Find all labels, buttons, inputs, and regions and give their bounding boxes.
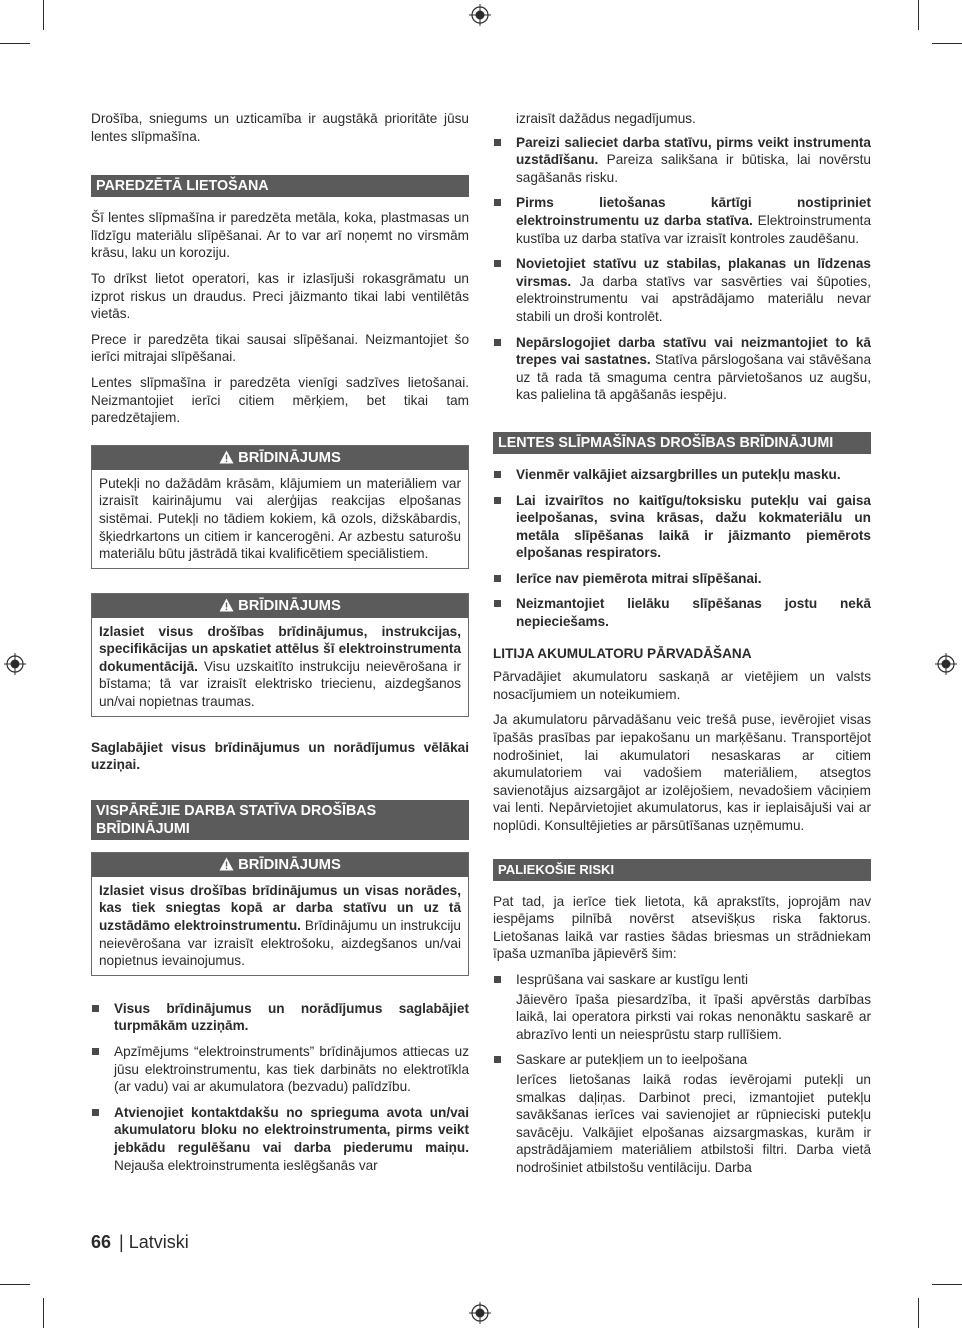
- language-label: | Latviski: [119, 1232, 189, 1252]
- list-item-bold: Pareizi salieciet darba statīvu, pirms veikt instrumenta uzstādīšanu.: [516, 134, 871, 168]
- risk-heading: Iesprūšana vai saskare ar kustīgu lenti: [516, 971, 748, 987]
- warning-title: BRĪDINĀJUMS: [238, 449, 341, 466]
- list-item: [493, 570, 871, 588]
- page-footer: [91, 1231, 189, 1253]
- square-bullet-icon: [494, 260, 501, 267]
- warning-title: BRĪDINĀJUMS: [238, 856, 341, 873]
- square-bullet-icon: [494, 1056, 501, 1063]
- crop-mark: [0, 43, 30, 44]
- list-item-text: Lai izvairītos no kaitīgu/toksisku putekļu vai gaisa ieelpošanas, svina krāsas, dažu kokmateriālu un metāla slīpēšanas laikā ir jāizmanto piemērots elpošanas respirators.: [516, 492, 871, 561]
- continuation-text: izraisīt dažādus negadījumus.: [516, 111, 696, 126]
- residual-risks-list: [493, 971, 871, 1177]
- list-item-text: Ja darba statīvs var sasvērties vai šūpoties, elektroinstrumentu vai apstrādājamo materiālu nevar stabili un droši kontrolēt.: [516, 273, 871, 324]
- list-item-text: Vienmēr valkājiet aizsargbrilles un putekļu masku.: [516, 466, 841, 482]
- left-column: [91, 110, 469, 1182]
- warning-header: [92, 594, 468, 618]
- list-item-text: Pareiza salikšana ir būtiska, lai novērstu sagāšanās risku.: [516, 152, 871, 185]
- list-item: [91, 1104, 469, 1174]
- registration-mark-icon: [935, 653, 957, 675]
- list-item-text: Apzīmējums “elektroinstruments” brīdinājumos attiecas uz jūsu elektroinstrumentu, kas tiek darbināts no elektrotīkla (ar vadu) vai ar akumulatora (bezvadu) palīdzību.: [114, 1044, 469, 1095]
- warning-title: BRĪDINĀJUMS: [238, 597, 341, 614]
- list-item: [493, 1051, 871, 1176]
- list-item-bold: Nepārslogojiet darba statīvu vai neizmantojiet to kā trepes vai sastatnes.: [516, 334, 871, 368]
- list-item: [493, 194, 871, 247]
- registration-mark-icon: [469, 1302, 491, 1324]
- warning-box: [91, 852, 469, 976]
- square-bullet-icon: [494, 339, 501, 346]
- risk-text: Jāievēro īpaša piesardzība, it īpaši apvērstās darbības laikā, lai operatora pirksti vai rokas nenonāktu saskarē ar abrazīvo lenti un neiesprūstu starp rullīšiem.: [516, 991, 871, 1042]
- warning-triangle-icon: [219, 450, 234, 464]
- square-bullet-icon: [494, 497, 501, 504]
- list-item-text: Statīva pārslogošana vai stāvēšana uz tā rada tā smaguma centra pārvietošanos uz augšu, kas palielina tā apgāšanās iespēju.: [516, 352, 871, 403]
- registration-mark-icon: [469, 4, 491, 26]
- square-bullet-icon: [92, 1048, 99, 1055]
- crop-mark: [918, 0, 919, 30]
- residual-risks-intro: Pat tad, ja ierīce tiek lietota, kā aprakstīts, joprojām nav iespējams pilnībā novērst atsevišķus riska faktorus. Lietošanas laikā var rasties šādas briesmas un strādniekam īpaša uzmanība jāpievērš šim:: [493, 893, 871, 962]
- list-item: [493, 492, 871, 562]
- list-item-bold: Novietojiet statīvu uz stabilas, plakanas un līdzenas virsmas.: [516, 256, 871, 289]
- intended-use-paragraph: Lentes slīpmašīna ir paredzēta vienīgi sadzīves lietošanai. Neizmantojiet ierīci citiem mērķiem, bet tikai tam paredzētajiem.: [91, 374, 469, 426]
- battery-paragraph: Ja akumulatoru pārvadāšanu veic trešā puse, ievērojiet visas īpašās prasības par iepakošanu un marķēšanu. Transportējot nodrošiniet, lai akumulatori nesaskaras ar citiem akumulatoriem vai vadošiem materiāliem, atsegtos savienotājus aizsargājot ar izolējošiem, nevadošiem vāciņiem vai lenti. Nepārvietojiet akumulatorus, kas ir ieplaisājuši vai ar noplūdi. Konsultējieties ar pārsūtīšanas uzņēmumu.: [493, 712, 871, 833]
- list-item: [91, 1000, 469, 1035]
- crop-mark: [918, 1298, 919, 1328]
- square-bullet-icon: [92, 1109, 99, 1116]
- square-bullet-icon: [494, 575, 501, 582]
- battery-paragraph: Pārvadājiet akumulatoru saskaņā ar vietējiem un valsts nosacījumiem un noteikumiem.: [493, 669, 871, 702]
- square-bullet-icon: [494, 471, 501, 478]
- right-column: [493, 110, 871, 1185]
- warning-header: [92, 853, 468, 877]
- list-item-bold: Atvienojiet kontaktdakšu no sprieguma avota un/vai akumulatoru bloku no elektroinstrumenta, pirms veikt jebkādu regulēšanu vai darba piederumu maiņu.: [114, 1104, 469, 1155]
- battery-transport-heading: LITIJA AKUMULATORU PĀRVADĀŠANA: [493, 645, 752, 661]
- belt-safety-list: [493, 466, 871, 631]
- warning-triangle-icon: [219, 857, 234, 871]
- list-item: [493, 255, 871, 325]
- warning-bold-text: Izlasiet visus drošības brīdinājumus, instrukcijas, specifikācijas un apskatiet attēlus šī elektroinstrumenta dokumentācijā.: [99, 623, 461, 674]
- list-item-text: Elektroinstrumenta kustība uz darba statīva var izraisīt kontroles zaudēšanu.: [516, 212, 872, 246]
- square-bullet-icon: [92, 1005, 99, 1012]
- list-item: [493, 134, 871, 187]
- list-item-text: Neizmantojiet lielāku slīpēšanas jostu nekā nepieciešams.: [516, 596, 871, 630]
- warning-bold-text: Izlasiet visus drošības brīdinājumus un visas norādes, kas tiek sniegtas kopā ar darba statīvu un uz tā uzstādāmo elektroinstrumentu.: [99, 882, 461, 934]
- square-bullet-icon: [494, 976, 501, 983]
- risk-text: Ierīces lietošanas laikā rodas ievērojami putekļi un smalkas daļiņas. Darbinot preci, izmantojiet putekļu savākšanas ierīces vai savienojiet ar rūpnieciski putekļu savācēju. Valkājiet elpošanas aizsargmaskas, kurām ir apstrādājamiem materiāliem atbilstoši filtri. Darba vietā nodrošiniet atbilstošu ventilāciju. Darba: [516, 1071, 871, 1175]
- list-item-bold: Pirms lietošanas kārtīgi nostipriniet elektroinstrumentu uz darba statīva.: [516, 195, 871, 228]
- intended-use-paragraph: Prece ir paredzēta tikai sausai slīpēšanai. Neizmantojiet šo ierīci mitrajai slīpēšanai.: [91, 331, 469, 365]
- crop-mark: [0, 1284, 30, 1285]
- registration-mark-icon: [4, 653, 26, 675]
- intended-use-paragraph: Šī lentes slīpmašīna ir paredzēta metāla, koka, plastmasas un līdzīgu materiālu slīpēšanai. Ar to var arī noņemt no virsmām krāsu, laku un koroziju.: [91, 210, 469, 261]
- warning-text: Putekļi no dažādām krāsām, klājumiem un materiāliem var izraisīt kairinājumu vai alerģijas reakcijas elpošanas sistēmai. Putekļi no tādiem kokiem, kā ozols, dižskābardis, šķiedrkartons un citiem ir kancerogēni. Ar azbestu saturošu materiālu būtu jāstrādā tikai kvalificētiem speciālistiem.: [99, 475, 461, 562]
- list-item-text: Nejauša elektroinstrumenta ieslēgšanās var: [114, 1157, 378, 1173]
- warning-text: [92, 618, 468, 716]
- crop-mark: [932, 1284, 962, 1285]
- crop-mark: [932, 43, 962, 44]
- keep-instructions-note: Saglabājiet visus brīdinājumus un norādījumus vēlākai uzziņai.: [91, 739, 469, 773]
- warning-triangle-icon: [219, 598, 234, 612]
- list-item: [493, 466, 871, 484]
- warning-box: [91, 593, 469, 717]
- warning-body-text: Visu uzskaitīto instrukciju neievērošana ir bīstama; tā var izraisīt elektrisko triecienu, aizdegšanos un/vai nopietnas traumas.: [99, 658, 461, 710]
- list-item-text: Ierīce nav piemērota mitrai slīpēšanai.: [516, 570, 762, 586]
- risk-heading: Saskare ar putekļiem un to ieelpošana: [516, 1052, 748, 1068]
- warning-box: [91, 445, 469, 569]
- stand-safety-list-continued: [493, 134, 871, 404]
- square-bullet-icon: [494, 139, 501, 146]
- page-number: 66: [91, 1232, 112, 1252]
- list-item: [493, 595, 871, 630]
- list-item-bold: Visus brīdinājumus un norādījumus saglabājiet turpmākām uzziņām.: [114, 1000, 469, 1034]
- warning-header: [92, 446, 468, 470]
- section-heading-belt-safety: LENTES SLĪPMAŠĪNAS DROŠĪBAS BRĪDINĀJUMI: [493, 432, 871, 454]
- crop-mark: [43, 1298, 44, 1328]
- list-item: [91, 1043, 469, 1096]
- section-heading-residual-risks: PALIEKOŠIE RISKI: [493, 859, 871, 881]
- warning-text: [92, 877, 468, 975]
- list-item: [493, 971, 871, 1043]
- square-bullet-icon: [494, 199, 501, 206]
- square-bullet-icon: [494, 600, 501, 607]
- section-heading-intended-use: PAREDZĒTĀ LIETOŠANA: [91, 175, 469, 197]
- warning-body-text: Brīdinājumu un instrukciju neievērošana var izraisīt elektrošoku, aizdegšanos un/vai nopietnus ievainojumus.: [99, 918, 461, 969]
- crop-mark: [43, 0, 44, 30]
- intro-text: Drošība, sniegums un uzticamība ir augstākā prioritāte jūsu lentes slīpmašīna.: [91, 111, 469, 144]
- section-heading-stand-safety: VISPĀRĒJIE DARBA STATĪVA DROŠĪBAS BRĪDINĀJUMI: [91, 800, 469, 840]
- list-item: [493, 334, 871, 404]
- intended-use-paragraph: To drīkst lietot operatori, kas ir izlasījuši rokasgrāmatu un izprot riskus un draudus. Preci jāizmanto tikai labi ventilētās vietās.: [91, 270, 469, 322]
- stand-safety-list: [91, 1000, 469, 1174]
